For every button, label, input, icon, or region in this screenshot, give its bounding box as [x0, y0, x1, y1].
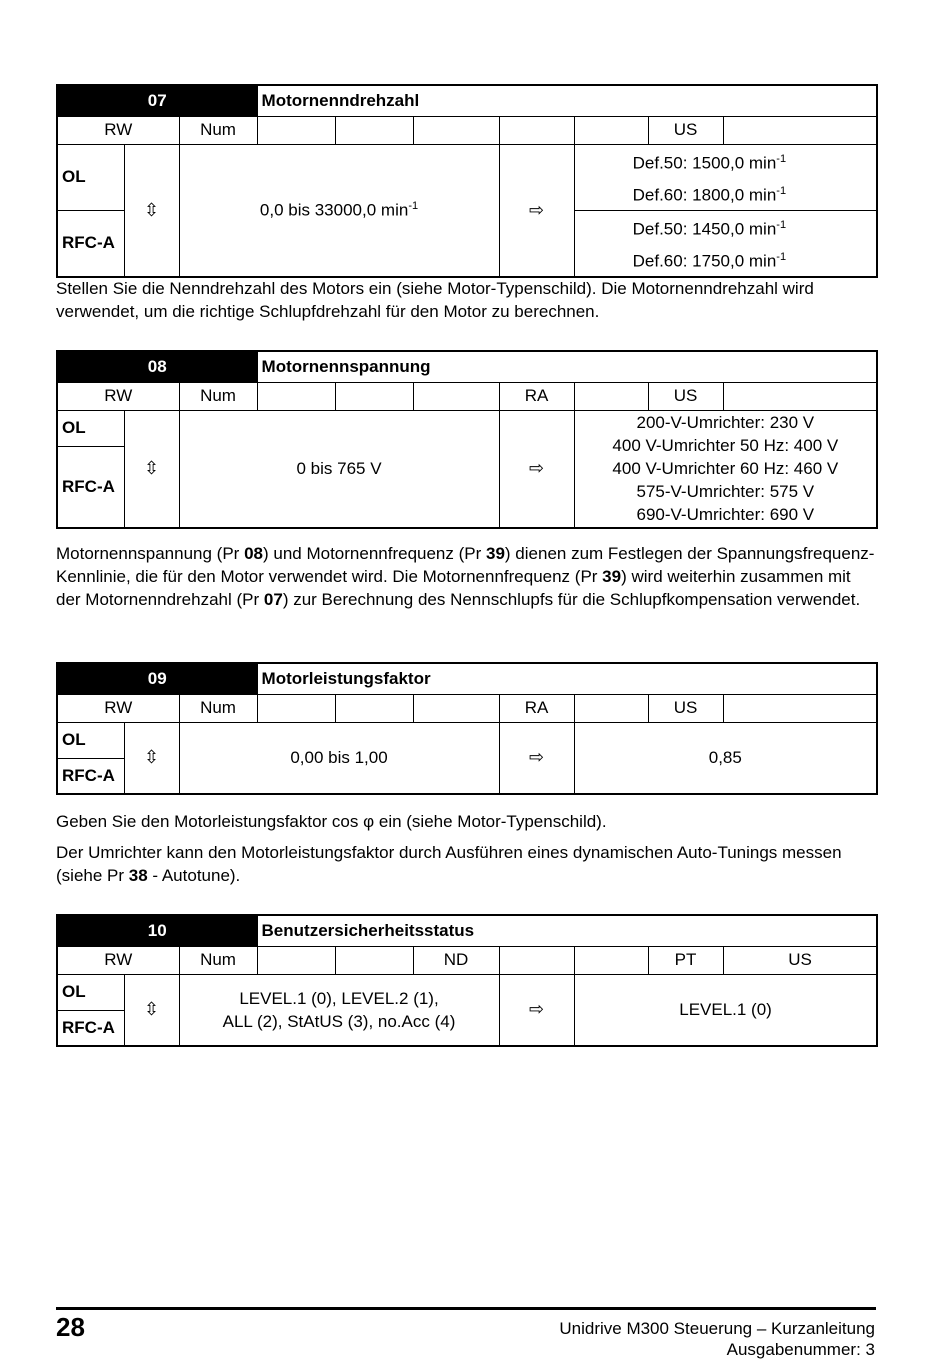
flag-cell — [499, 116, 574, 144]
right-arrow-icon: ⇨ — [499, 722, 574, 794]
default-line: 575-V-Umrichter: 575 V — [636, 482, 815, 502]
flag-cell — [723, 694, 877, 722]
param-title: Motornenndrehzahl — [257, 85, 877, 116]
range-value: 0 bis 765 V — [179, 410, 499, 528]
range-value: 0,0 bis 33000,0 $\min^{-1}$ — [179, 144, 499, 277]
mode-rfc-a: RFC-A — [57, 446, 124, 528]
flag-cell: US — [648, 382, 723, 410]
param-title: Motornennspannung — [257, 351, 877, 382]
default-values — [574, 410, 877, 528]
range-value: 0,00 bis 1,00 — [179, 722, 499, 794]
default-line: 200-V-Umrichter: 230 V — [636, 413, 815, 433]
updown-arrow-icon: ⇳ — [124, 410, 179, 528]
flag-cell — [257, 694, 335, 722]
flag-cell — [335, 382, 413, 410]
flag-cell: Num — [179, 116, 257, 144]
flag-cell: US — [723, 946, 877, 974]
flag-cell — [574, 382, 648, 410]
page-number: 28 — [56, 1312, 85, 1342]
param-table-07 — [56, 84, 878, 278]
right-arrow-icon: ⇨ — [499, 974, 574, 1046]
mode-rfc-a: RFC-A — [57, 758, 124, 794]
default-line: 400 V-Umrichter 50 Hz: 400 V — [612, 436, 839, 456]
mode-ol: OL — [57, 722, 124, 758]
flag-cell: PT — [648, 946, 723, 974]
document-title: Unidrive M300 Steuerung – Kurzanleitung — [559, 1319, 875, 1338]
default-value-rfc-a: Def.50: 1450,0 $\min^{-1}$ Def.60: 1750,0 $\min^{-1}$ — [574, 210, 877, 277]
flag-cell: Num — [179, 382, 257, 410]
flag-cell — [335, 116, 413, 144]
flag-cell: Num — [179, 946, 257, 974]
param-table-09 — [56, 662, 878, 795]
updown-arrow-icon: ⇳ — [124, 722, 179, 794]
default-value: LEVEL.1 (0) — [574, 974, 877, 1046]
flag-cell — [257, 116, 335, 144]
description-09a: Geben Sie den Motorleistungsfaktor cos φ ein (siehe Motor-Typenschild). — [56, 812, 607, 831]
param-number: 09 — [57, 663, 257, 694]
param-number: 10 — [57, 915, 257, 946]
flag-cell: ND — [413, 946, 499, 974]
updown-arrow-icon: ⇳ — [124, 974, 179, 1046]
description-07: Stellen Sie die Nenndrehzahl des Motors ein (siehe Motor-Typenschild). Die Motornenndrehzahl wird verwendet, um die richtige Schlupfdrehzahl für den Motor zu berechnen. — [56, 279, 814, 321]
flag-cell: RA — [499, 694, 574, 722]
flag-cell — [723, 116, 877, 144]
description-08: Motornennspannung (Pr 08) und Motornennfrequenz (Pr 39) dienen zum Festlegen der Spannungsfrequenz-Kennlinie, die für den Motor verwendet wird. Die Motornennfrequenz (Pr 39) wird weiterhin zusammen mit der Motornenndrehzahl (Pr 07) zur Berechnung des Nennschlupfs für die Schlupfkompensation verwendet. — [56, 544, 875, 609]
right-arrow-icon: ⇨ — [499, 144, 574, 277]
param-number: 07 — [57, 85, 257, 116]
flag-cell: Num — [179, 694, 257, 722]
footer-rule — [56, 1307, 876, 1310]
flag-cell: RW — [57, 382, 179, 410]
issue-number: Ausgabenummer: 3 — [726, 1340, 875, 1359]
flag-cell — [499, 946, 574, 974]
description-09b: Der Umrichter kann den Motorleistungsfaktor durch Ausführen eines dynamischen Auto-Tunings messen (siehe Pr 38 - Autotune). — [56, 843, 842, 885]
flag-cell — [413, 694, 499, 722]
flag-cell — [335, 694, 413, 722]
flag-cell — [574, 694, 648, 722]
flag-cell — [723, 382, 877, 410]
flag-cell: RW — [57, 694, 179, 722]
default-value: 0,85 — [574, 722, 877, 794]
flag-cell: RW — [57, 116, 179, 144]
mode-ol: OL — [57, 410, 124, 446]
mode-rfc-a: RFC-A — [57, 1010, 124, 1046]
default-line: 690-V-Umrichter: 690 V — [636, 505, 815, 525]
flag-cell: RA — [499, 382, 574, 410]
default-line: 400 V-Umrichter 60 Hz: 460 V — [612, 459, 839, 479]
param-number: 08 — [57, 351, 257, 382]
flag-cell — [574, 946, 648, 974]
mode-ol: OL — [57, 974, 124, 1010]
flag-cell: US — [648, 694, 723, 722]
mode-ol: OL — [57, 144, 124, 210]
mode-rfc-a: RFC-A — [57, 210, 124, 277]
flag-cell — [335, 946, 413, 974]
flag-cell: US — [648, 116, 723, 144]
flag-cell: RW — [57, 946, 179, 974]
param-table-08 — [56, 350, 878, 529]
default-value-ol: Def.50: 1500,0 $\min^{-1}$ Def.60: 1800,0 $\min^{-1}$ — [574, 144, 877, 210]
param-title: Motorleistungsfaktor — [257, 663, 877, 694]
right-arrow-icon: ⇨ — [499, 410, 574, 528]
param-title: Benutzersicherheitsstatus — [257, 915, 877, 946]
flag-cell — [257, 382, 335, 410]
flag-cell — [257, 946, 335, 974]
footer-text — [559, 1318, 875, 1360]
updown-arrow-icon: ⇳ — [124, 144, 179, 277]
flag-cell — [574, 116, 648, 144]
range-value: LEVEL.1 (0), LEVEL.2 (1), ALL (2), StAtUS (3), no.Acc (4) — [179, 974, 499, 1046]
flag-cell — [413, 382, 499, 410]
flag-cell — [413, 116, 499, 144]
param-table-10 — [56, 914, 878, 1047]
